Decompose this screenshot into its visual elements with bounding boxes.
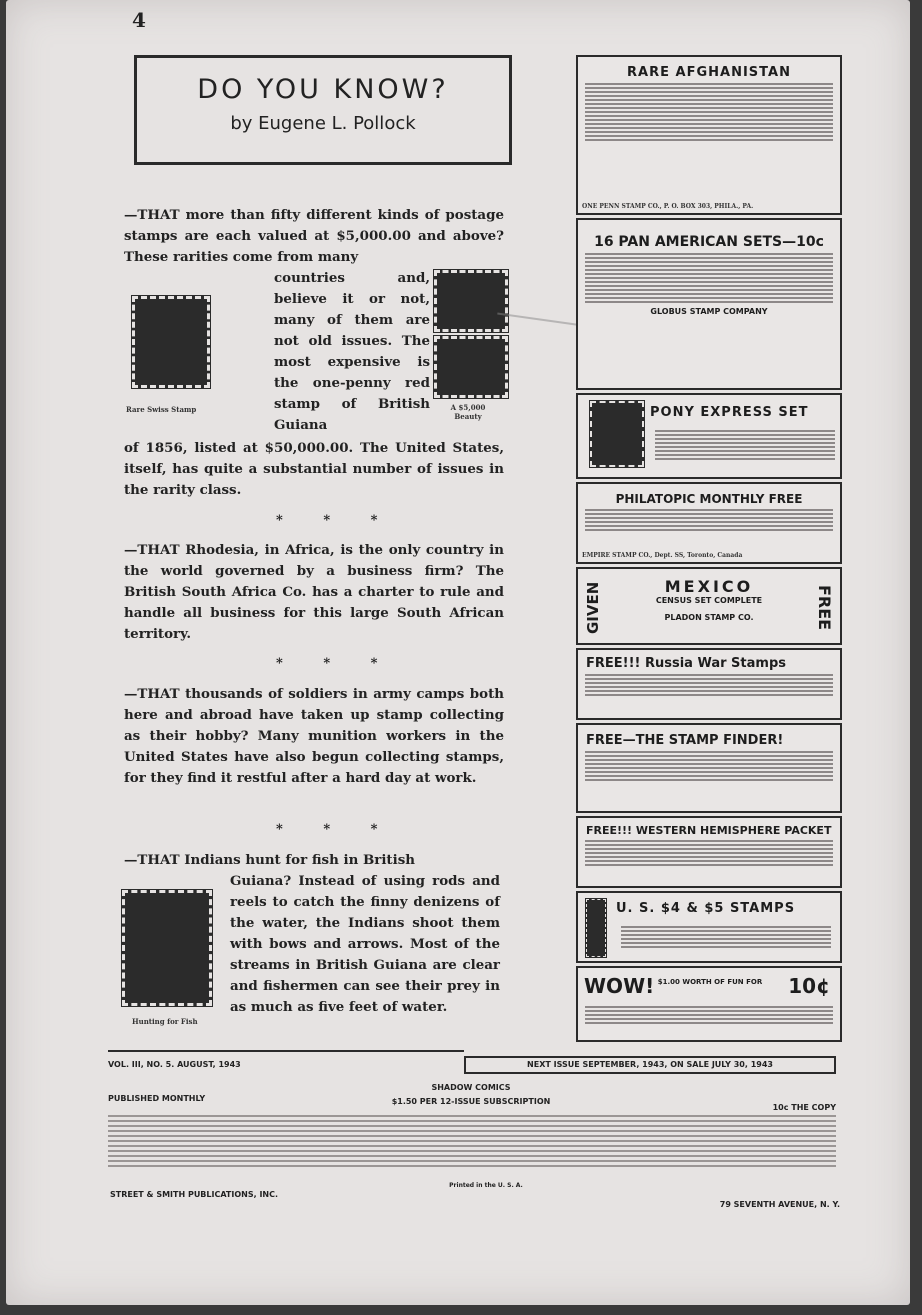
separator-3: * * * xyxy=(276,822,396,837)
ad-mexico xyxy=(576,567,842,645)
ad-head: U. S. $4 & $5 STAMPS xyxy=(616,901,796,916)
ad-head: FREE!!! WESTERN HEMISPHERE PACKET xyxy=(586,824,832,837)
publisher-address: 79 SEVENTH AVENUE, N. Y. xyxy=(719,1200,840,1209)
para-1-top: —THAT more than fifty different kinds of postage stamps are each valued at $5,000.00 and above? These rarities come from many xyxy=(124,207,504,265)
para-3: —THAT thousands of soldiers in army camps both here and abroad have taken up stamp collecting as their hobby? Many munition workers in the United States have also begun collecting stamps, for they find it restful after a hard day at work. xyxy=(124,686,504,786)
ad-sub: CENSUS SET COMPLETE xyxy=(655,596,763,605)
ad-pan-american xyxy=(576,218,842,390)
ad-wow xyxy=(576,966,842,1042)
ad-western-hemisphere xyxy=(576,816,842,888)
ad-sub: GLOBUS STAMP COMPANY xyxy=(650,307,768,316)
statue-image xyxy=(586,899,606,957)
beauty-stamp-image-bottom xyxy=(434,336,508,398)
ad-head: FREE—THE STAMP FINDER! xyxy=(586,733,784,748)
caption-swiss: Rare Swiss Stamp xyxy=(126,405,197,414)
volume-line: VOL. III, NO. 5. AUGUST, 1943 xyxy=(108,1060,241,1069)
ad-head: RARE AFGHANISTAN xyxy=(627,65,791,80)
pony-stamp-image xyxy=(590,401,644,467)
printed-line: Printed in the U. S. A. xyxy=(449,1182,523,1189)
ad-foot: ONE PENN STAMP CO., P. O. BOX 303, PHILA., PA. xyxy=(582,203,754,210)
ad-foot: EMPIRE STAMP CO., Dept. SS, Toronto, Canada xyxy=(582,552,743,559)
ad-head: FREE!!! Russia War Stamps xyxy=(586,656,786,671)
article-byline: by Eugene L. Pollock xyxy=(230,113,416,134)
para-1-mid: countries and, believe it or not, many of them are not old issues. The most expensive is the one-penny red stamp of British Guiana xyxy=(274,270,430,433)
ad-pony-express xyxy=(576,393,842,479)
magazine-name: SHADOW COMICS xyxy=(431,1083,511,1092)
separator-1: * * * xyxy=(276,513,396,528)
ad-head: PONY EXPRESS SET xyxy=(650,405,809,420)
page-number: 4 xyxy=(132,8,146,32)
para-4-rest: Guiana? Instead of using rods and reels to catch the finny denizens of the water, the Indians shoot them with bows and arrows. Most of the streams in British Guiana are clear and fishermen can see their prey in as much as five feet of water. xyxy=(230,873,500,1015)
caption-beauty: A $5,000 Beauty xyxy=(450,403,486,421)
footer-rule xyxy=(108,1050,464,1052)
publisher-name: STREET & SMITH PUBLICATIONS, INC. xyxy=(110,1190,279,1199)
ad-sub: $1.00 WORTH OF FUN FOR xyxy=(657,978,763,986)
ad-us-stamps xyxy=(576,891,842,963)
ad-price: 10¢ xyxy=(788,974,830,998)
ad-philatopic xyxy=(576,482,842,564)
article-title: DO YOU KNOW? xyxy=(197,74,449,105)
title-box xyxy=(134,55,512,165)
next-issue-box: NEXT ISSUE SEPTEMBER, 1943, ON SALE JULY 30, 1943 xyxy=(464,1056,836,1074)
copy-price: 10c THE COPY xyxy=(772,1103,836,1112)
ad-russia-war xyxy=(576,648,842,720)
fine-print xyxy=(108,1112,836,1170)
para-2: —THAT Rhodesia, in Africa, is the only country in the world governed by a business firm? The British South Africa Co. has a charter to rule and handle all business for this large South African territory. xyxy=(124,542,504,642)
ad-given: GIVEN xyxy=(584,581,602,635)
caption-fish: Hunting for Fish xyxy=(132,1017,198,1026)
ad-stamp-finder xyxy=(576,723,842,813)
para-1-bottom: of 1856, listed at $50,000.00. The United States, itself, has quite a substantial number of issues in the rarity class. xyxy=(124,440,504,498)
separator-2: * * * xyxy=(276,656,396,671)
ad-rare-afghanistan xyxy=(576,55,842,215)
published-monthly: PUBLISHED MONTHLY xyxy=(108,1094,206,1103)
ad-head: WOW! xyxy=(584,974,655,998)
ad-head: 16 PAN AMERICAN SETS—10c xyxy=(594,234,824,250)
magazine-page xyxy=(6,0,910,1305)
para-4-first: —THAT Indians hunt for fish in British xyxy=(124,852,415,868)
fishing-stamp-image xyxy=(122,890,212,1006)
ad-sub2: PLADON STAMP CO. xyxy=(664,613,754,622)
ad-head: MEXICO xyxy=(664,577,754,596)
ad-free: FREE xyxy=(815,585,834,631)
subscription-price: $1.50 PER 12-ISSUE SUBSCRIPTION xyxy=(391,1097,551,1106)
ad-head: PHILATOPIC MONTHLY FREE xyxy=(615,492,803,506)
swiss-stamp-image xyxy=(132,296,210,388)
